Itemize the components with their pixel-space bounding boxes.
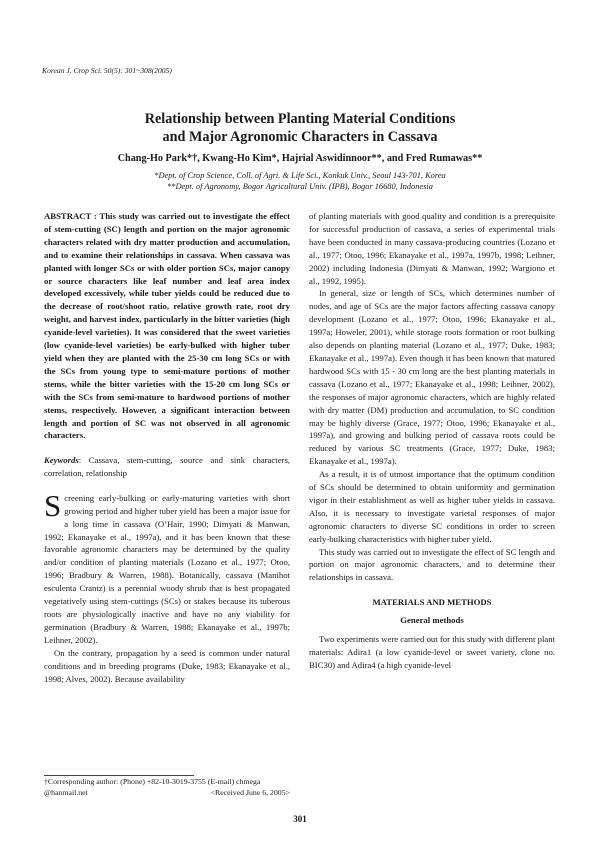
intro-paragraph-2: On the contrary, propagation by a seed is common under natural conditions and in breeding programs (Duke, 1983; Ekanayake et al., 1998; Alves, 2002). Because availability xyxy=(44,647,290,684)
footnote-received: <Received June 6, 2005> xyxy=(210,787,290,797)
footnote-divider xyxy=(44,775,194,776)
right-paragraph-5: Two experiments were carried out for this study with different plant materials: Adira1 (a low cyanide-level or sweet variety, clone no. BIC30) and Adira4 (a high cyanide-level xyxy=(309,634,555,670)
keywords-block xyxy=(44,454,290,685)
keywords-text: : Cassava, stem-cutting, source and sink characters, correlation, relationship xyxy=(44,455,290,478)
intro-paragraph-1-text: creening early-bulking or early-maturing varieties with short growing period and higher tuber yield has been a major issue for a long time in cassava (O’Hair, 1990; Dimyati & Manwan, 1992; Ekanayake et al., 1997a), and it has been known that these favorable agronomic characters may be determined by the quality and/or condition of planting materials (Lozano et al., 1977; Otoo, 1996; Bradbury & Warren, 1988). Botanically, cassava (Manihot esculenta Crantz) is a perennial woody shrub that is best propagated vegetatively using stem-cuttings (SCs) or stakes because its tuberous roots are physiologically inactive and have no any viability for germination (Bradbury & Warren, 1988; Ekanayake et al., 1997b; Leihner, 2002). xyxy=(44,492,290,645)
footnote-email: @hanmail.net xyxy=(44,787,88,797)
intro-paragraph-1 xyxy=(44,487,290,647)
page-number: 301 xyxy=(293,814,307,824)
footnote xyxy=(44,777,290,798)
author-list: Chang-Ho Park*†, Kwang-Ho Kim*, Hajrial Aswidinnoor**, and Fred Rumawas** xyxy=(117,153,483,164)
right-paragraph-3: As a result, it is of utmost importance that the optimum condition of SCs should be determined to obtain uniformity and germination vigor in their establishment as well as higher tuber yields in cassava. Also, it is necessary to investigate varietal responses of major agronomic characters to diverse SC conditions in order to screen early-bulking characteristics with higher tuber yield. xyxy=(309,469,555,544)
title-line-2: and Major Agronomic Characters in Cassava xyxy=(162,129,438,145)
right-paragraph-2: In general, size or length of SCs, which determines number of nodes, and age of SCs are the major factors affecting cassava canopy development (Lozano et al., 1977; Otoo, 1996; Ekanayake et al., 1997a; Howeler, 2001), while storage roots formation or root bulking also depends on planting material (Lozano et al., 1977; Duke, 1983; Ekanayake et al., 1997a). Even though it has been known that matured hardwood SCs with 15 - 30 cm long are the best planting materials in cassava (Lozano et al., 1977; Ekanayake et al., 1998; Leihner, 2002), the responses of major agronomic characters, which are highly related with dry matter (DM) production and accumulation, to SC condition may be highly diverse (Grace, 1977; Otoo, 1996; Ekanayake et al., 1997a), and growing and bulking period of cassava roots could be reduced by various SC treatments (Grace, 1977; Duke, 1983; Ekanayake et al., 1997a). xyxy=(309,288,555,467)
affiliation-1: *Dept. of Crop Science, Coll. of Agri. & Life Sci., Konkuk Univ., Seoul 143-701, Korea xyxy=(154,171,446,180)
affiliations xyxy=(40,170,560,192)
subsection-heading: General methods xyxy=(400,615,464,626)
affiliation-2: **Dept. of Agronomy, Bogor Agricultural Univ. (IPB), Bogor 16680, Indonesia xyxy=(167,182,433,191)
right-paragraph-1: of planting materials with good quality and condition is a prerequisite for successful production of cassava, a series of experimental trials have been conducted in many cassava-producing countries (Lozano et al., 1977; Otoo, 1996; Ekanayake et al., 1997a, 1997b, 1998; Leihner, 2002) including Indonesia (Dimyati & Manwan, 1992; Wargiono et al., 1992, 1995). xyxy=(309,211,555,286)
journal-citation: Korean J. Crop Sci. 50(5): 301~308(2005) xyxy=(42,66,172,75)
title-line-1: Relationship between Planting Material Conditions xyxy=(144,111,456,127)
drop-cap: S xyxy=(44,487,62,523)
paper-title xyxy=(40,110,560,146)
right-paragraph-4: This study was carried out to investigate the effect of SC length and portion on major agronomic characters, and to determine their relationships in cassava. xyxy=(309,546,555,583)
keywords-label: Keywords xyxy=(44,455,79,465)
abstract: ABSTRACT : This study was carried out to investigate the effect of stem-cutting (SC) length and portion on the major agronomic characters related with dry matter production and accumulation, and to examine their relationships in cassava. When cassava was planted with longer SCs or with older portion SCs, major canopy or source characters like leaf number and leaf area index developed excessively, while tuber yields could be reduced due to the decrease of root/shoot ratio, relative growth rate, root dry weight, and harvest index, particularly in the bitter varieties (high cyanide-level varieties). It was considered that the sweet varieties (low cyanide-level varieties) be early-bulked with higher tuber yield when they are planted with the 25-30 cm long SCs or with the SCs from young type to semi-mature portions of mother stems, while the bitter varieties with the 15-20 cm long SCs or with the SCs from semi-mature to hardwood portions of mother stems, respectively. However, a significant interaction between length and portion of SC was not observed in all agronomic characters. xyxy=(44,211,290,441)
right-column xyxy=(309,210,555,672)
section-heading: MATERIALS AND METHODS xyxy=(372,597,492,608)
footnote-contact: †Corresponding author: (Phone) +82-10-3019-3755 (E-mail) chmega xyxy=(44,777,261,786)
